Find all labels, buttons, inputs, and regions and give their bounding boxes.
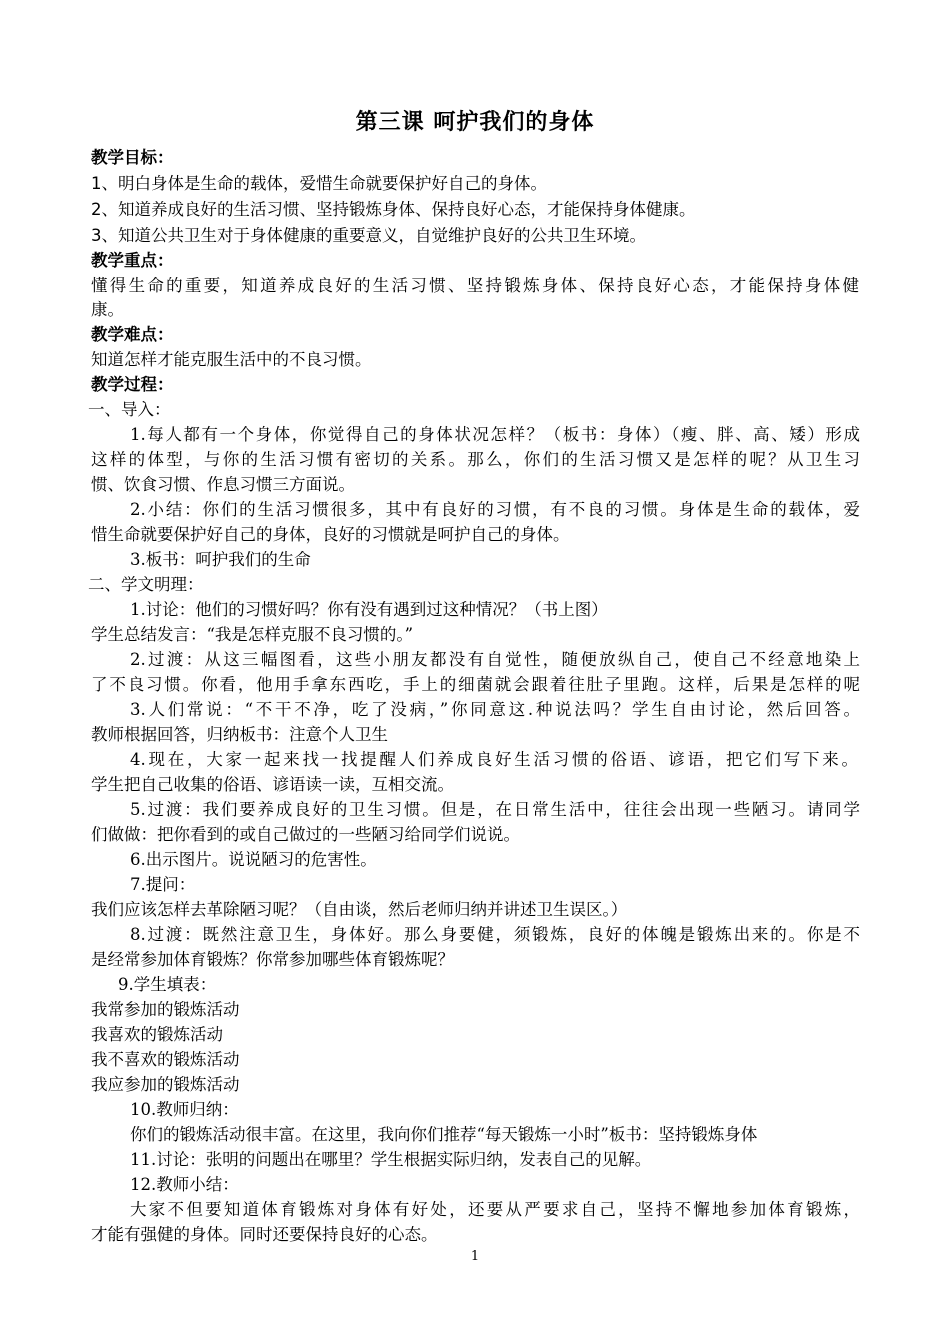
goal-item-1: 1、明白身体是生命的载体，爱惜生命就要保护好自己的身体。 bbox=[91, 174, 547, 193]
intro-item-2: 2.小结：你们的生活习惯很多，其中有良好的习惯，有不良的习惯。身体是生命的载体，爱 bbox=[130, 500, 860, 519]
study-item-12-cont: 才能有强健的身体。同时还要保持良好的心态。 bbox=[91, 1225, 438, 1244]
study-item-2-cont: 了不良习惯。你看，他用手拿东西吃，手上的细菌就会跟着往肚子里跑。这样，后果是怎样的呢 bbox=[91, 675, 860, 694]
table-row-4: 我应参加的锻炼活动 bbox=[91, 1075, 240, 1094]
study-item-5-cont: 们做做：把你看到的或自己做过的一些陋习给同学们说说。 bbox=[91, 825, 520, 844]
study-item-10-text: 你们的锻炼活动很丰富。在这里，我向你们推荐“每天锻炼一小时”板书：坚持锻炼身体 bbox=[130, 1125, 758, 1144]
table-row-3: 我不喜欢的锻炼活动 bbox=[91, 1050, 240, 1069]
study-item-2: 2.过渡：从这三幅图看，这些小朋友都没有自觉性，随便放纵自己，使自己不经意地染上 bbox=[130, 650, 860, 669]
table-row-1: 我常参加的锻炼活动 bbox=[91, 1000, 240, 1019]
study-item-10: 10.教师归纳： bbox=[130, 1100, 239, 1119]
key-points-text-cont: 康。 bbox=[91, 300, 124, 319]
study-item-12: 12.教师小结： bbox=[130, 1175, 239, 1194]
difficulties-text: 知道怎样才能克服生活中的不良习惯。 bbox=[91, 350, 372, 369]
study-item-11: 11.讨论：张明的问题出在哪里？学生根据实际归纳，发表自己的见解。 bbox=[130, 1150, 652, 1169]
goal-item-3: 3、知道公共卫生对于身体健康的重要意义，自觉维护良好的公共卫生环境。 bbox=[91, 226, 646, 245]
intro-item-1-cont: 惯、饮食习惯、作息习惯三方面说。 bbox=[91, 475, 355, 494]
study-item-9: 9.学生填表： bbox=[118, 975, 217, 994]
study-item-1-note: 学生总结发言：“我是怎样克服不良习惯的。” bbox=[91, 625, 414, 644]
intro-item-1-cont: 这样的体型，与你的生活习惯有密切的关系。那么，你们的生活习惯又是怎样的呢？从卫生习 bbox=[91, 450, 860, 469]
page-number: 1 bbox=[470, 1249, 480, 1264]
study-item-12-text: 大家不但要知道体育锻炼对身体有好处，还要从严要求自己，坚持不懈地参加体育锻炼， bbox=[130, 1200, 860, 1219]
heading-teaching-goals: 教学目标： bbox=[91, 148, 174, 167]
study-item-7: 7.提问： bbox=[130, 875, 196, 894]
heading-difficulties: 教学难点： bbox=[91, 325, 174, 344]
section-intro-heading: 一、导入： bbox=[88, 400, 171, 419]
study-item-1: 1.讨论：他们的习惯好吗？你有没有遇到过这种情况？（书上图） bbox=[130, 600, 608, 619]
section-study-heading: 二、学文明理： bbox=[88, 575, 204, 594]
goal-item-2: 2、知道养成良好的生活习惯、坚持锻炼身体、保持良好心态，才能保持身体健康。 bbox=[91, 200, 696, 219]
intro-item-3: 3.板书：呵护我们的生命 bbox=[130, 550, 311, 569]
key-points-text: 懂得生命的重要，知道养成良好的生活习惯、坚持锻炼身体、保持良好心态，才能保持身体健 bbox=[91, 276, 859, 295]
table-row-2: 我喜欢的锻炼活动 bbox=[91, 1025, 223, 1044]
heading-key-points: 教学重点： bbox=[91, 251, 174, 270]
study-item-3-cont: 教师根据回答，归纳板书：注意个人卫生 bbox=[91, 725, 388, 744]
study-item-3: 3.人们常说：“不干不净，吃了没病，”你同意这.种说法吗？学生自由讨论，然后回答。 bbox=[130, 700, 860, 719]
study-item-7-cont: 我们应该怎样去革除陋习呢？（自由谈，然后老师归纳并讲述卫生误区。） bbox=[91, 900, 628, 919]
study-item-4: 4.现在，大家一起来找一找提醒人们养成良好生活习惯的俗语、谚语，把它们写下来。 bbox=[130, 750, 858, 769]
study-item-4-cont: 学生把自己收集的俗语、谚语读一读，互相交流。 bbox=[91, 775, 454, 794]
page-title: 第三课 呵护我们的身体 bbox=[355, 110, 595, 135]
study-item-5: 5.过渡：我们要养成良好的卫生习惯。但是，在日常生活中，往往会出现一些陋习。请同学 bbox=[130, 800, 860, 819]
intro-item-2-cont: 惜生命就要保护好自己的身体，良好的习惯就是呵护自己的身体。 bbox=[91, 525, 570, 544]
study-item-6: 6.出示图片。说说陋习的危害性。 bbox=[130, 850, 377, 869]
study-item-8-cont: 是经常参加体育锻炼？你常参加哪些体育锻炼呢？ bbox=[91, 950, 454, 969]
intro-item-1: 1.每人都有一个身体，你觉得自己的身体状况怎样？（板书：身体）（瘦、胖、高、矮）形成 bbox=[130, 425, 860, 444]
heading-process: 教学过程： bbox=[91, 375, 174, 394]
study-item-8: 8.过渡：既然注意卫生，身体好。那么身要健，须锻炼，良好的体魄是锻炼出来的。你是不 bbox=[130, 925, 860, 944]
